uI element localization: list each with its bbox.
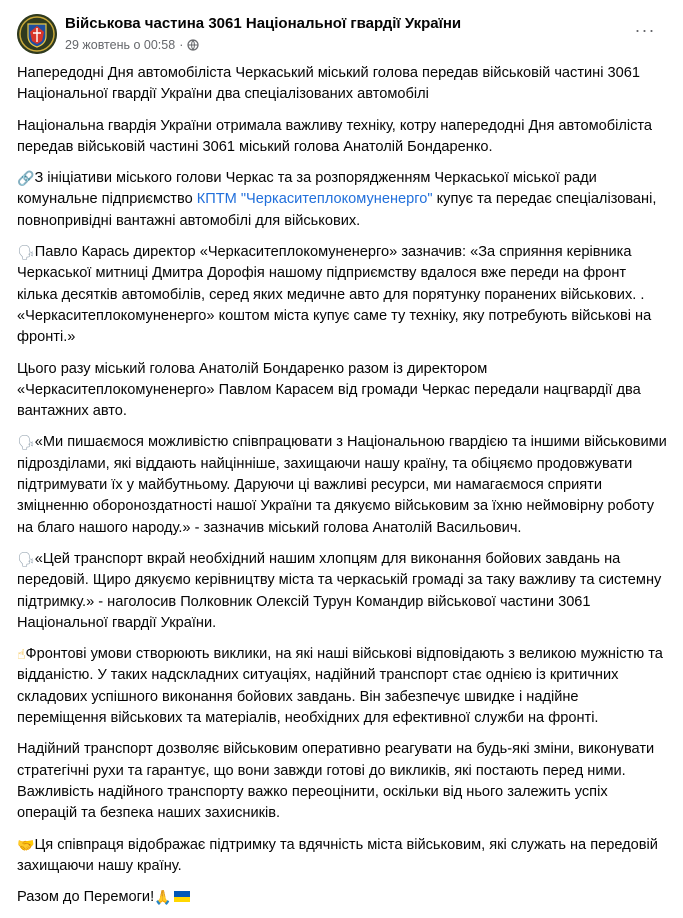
page-name-link[interactable]: Військова частина 3061 Національної гвардії України — [65, 15, 462, 32]
post-header — [17, 11, 667, 57]
paragraph-10 — [17, 835, 667, 878]
paragraph-1: Напередодні Дня автомобіліста Черкаський міський голова передав військовій частині 3061 Національної гвардії України два спеціалізованих автомобілі — [17, 65, 641, 103]
national-guard-emblem-icon — [17, 14, 57, 54]
paragraph-5: Цього разу міський голова Анатолій Бондаренко разом із директором «Черкаситеплокомуненерго» Павлом Карасем від громади Черкас передали нацгвардії два вантажних авто. — [17, 360, 641, 420]
handshake-emoji-icon: 🤝 — [17, 836, 35, 853]
speaking-head-emoji-icon: 🗣 — [17, 550, 35, 567]
paragraph-10-text: Ця співпраця відображає підтримку та вдячність міста військовим, які служать на передовій захищаючи нашу країну. — [17, 836, 658, 874]
speaking-head-emoji-icon: 🗣 — [17, 434, 35, 451]
folded-hands-emoji-icon: 🙏 — [154, 889, 172, 906]
link-emoji-icon: 🔗 — [17, 170, 35, 187]
paragraph-6 — [17, 432, 667, 538]
post-body — [17, 63, 667, 918]
paragraph-7 — [17, 549, 667, 634]
paragraph-3-text-start: З ініціативи міського голови Черкас та за розпорядженням Черкаської міської ради комунальне підприємство — [17, 170, 597, 208]
paragraph-3 — [17, 168, 667, 232]
paragraph-9: Надійний транспорт дозволяє військовим оперативно реагувати на будь-які зміни, виконувати стратегічні рухи та гарантує, що вони завжди готові до викликів, які постають перед ними. Важливість надійного транспорту важко переоцінити, оскільки від нього залежить успіх операцій та безпека наших захисників. — [17, 741, 655, 822]
post-timestamp[interactable]: 29 жовтень о 00:58 — [65, 38, 176, 52]
more-options-button[interactable] — [631, 19, 659, 41]
more-horizontal-icon: ··· — [634, 19, 656, 40]
page-avatar[interactable] — [17, 14, 57, 54]
paragraph-4 — [17, 242, 667, 348]
paragraph-7-text: «Цей транспорт вкрай необхідний нашим хлопцям для виконання бойових завдань на передовій. Щиро дякуємо керівництву міста та черкаській громаді за таку важливу та системну підтримку.» - наголосив Полковник Олексій Турун Командир військової частини 3061 Національної гвардії України. — [17, 550, 662, 631]
ukraine-flag-icon — [174, 891, 190, 902]
paragraph-6-text: «Ми пишаємося можливістю співпрацювати з Національною гвардією та іншими військовими підрозділами, які віддають найцінніше, захищаючи нашу країну, та обіцяємо продовжувати підтримувати їх у майбутньому. Даруючи ці важливі ресурси, ми намагаємося сприяти зміцненню обороноздатності нашої України та дякуємо військовим за їхню неймовірну роботу на благо нашого народу.» - зазначив міський голова Анатолій Васильович. — [17, 434, 667, 536]
paragraph-11-text: Разом до Перемоги! — [17, 889, 155, 906]
speaking-head-emoji-icon: 🗣 — [17, 244, 35, 261]
post-meta — [65, 38, 199, 52]
meta-separator: · — [179, 38, 184, 52]
paragraph-8 — [17, 644, 667, 729]
kptm-page-link[interactable]: КПТМ "Черкаситеплокомуненерго" — [196, 191, 433, 208]
paragraph-4-text: Павло Карась директор «Черкаситеплокомуненерго» зазначив: «За сприяння керівника Черкаської митниці Дмитра Дорофія нашому підприємству вдалося вже переди на фронт кілька десятків автомобілів, серед яких медичне авто для порятунку поранених військових. . «Черкаситеплокомуненерго» коштом міста купує саме ту техніку, яку потребують військові на фронті.» — [17, 244, 652, 346]
globe-icon[interactable] — [187, 39, 199, 51]
paragraph-2: Національна гвардія України отримала важливу техніку, котру напередодні Дня автомобіліста передав військовій частині 3061 міський голова Анатолій Бондаренко. — [17, 117, 653, 155]
point-up-emoji-icon: ☝ — [17, 646, 26, 663]
paragraph-3-text-end: купує та передає спеціалізовані, повнопривідні вантажні автомобілі для військових. — [17, 191, 657, 229]
paragraph-8-text: Фронтові умови створюють виклики, на які наші військові відповідають з великою мужністю та відданістю. У таких надскладних ситуаціях, надійний транспорт стає однією із критичних складових успішного виконання бойових завдань. Він забезпечує швидке і надійне переміщення військових та матеріалів, необхідних для ефективної служби на фронті. — [17, 646, 663, 727]
paragraph-11 — [17, 887, 667, 908]
